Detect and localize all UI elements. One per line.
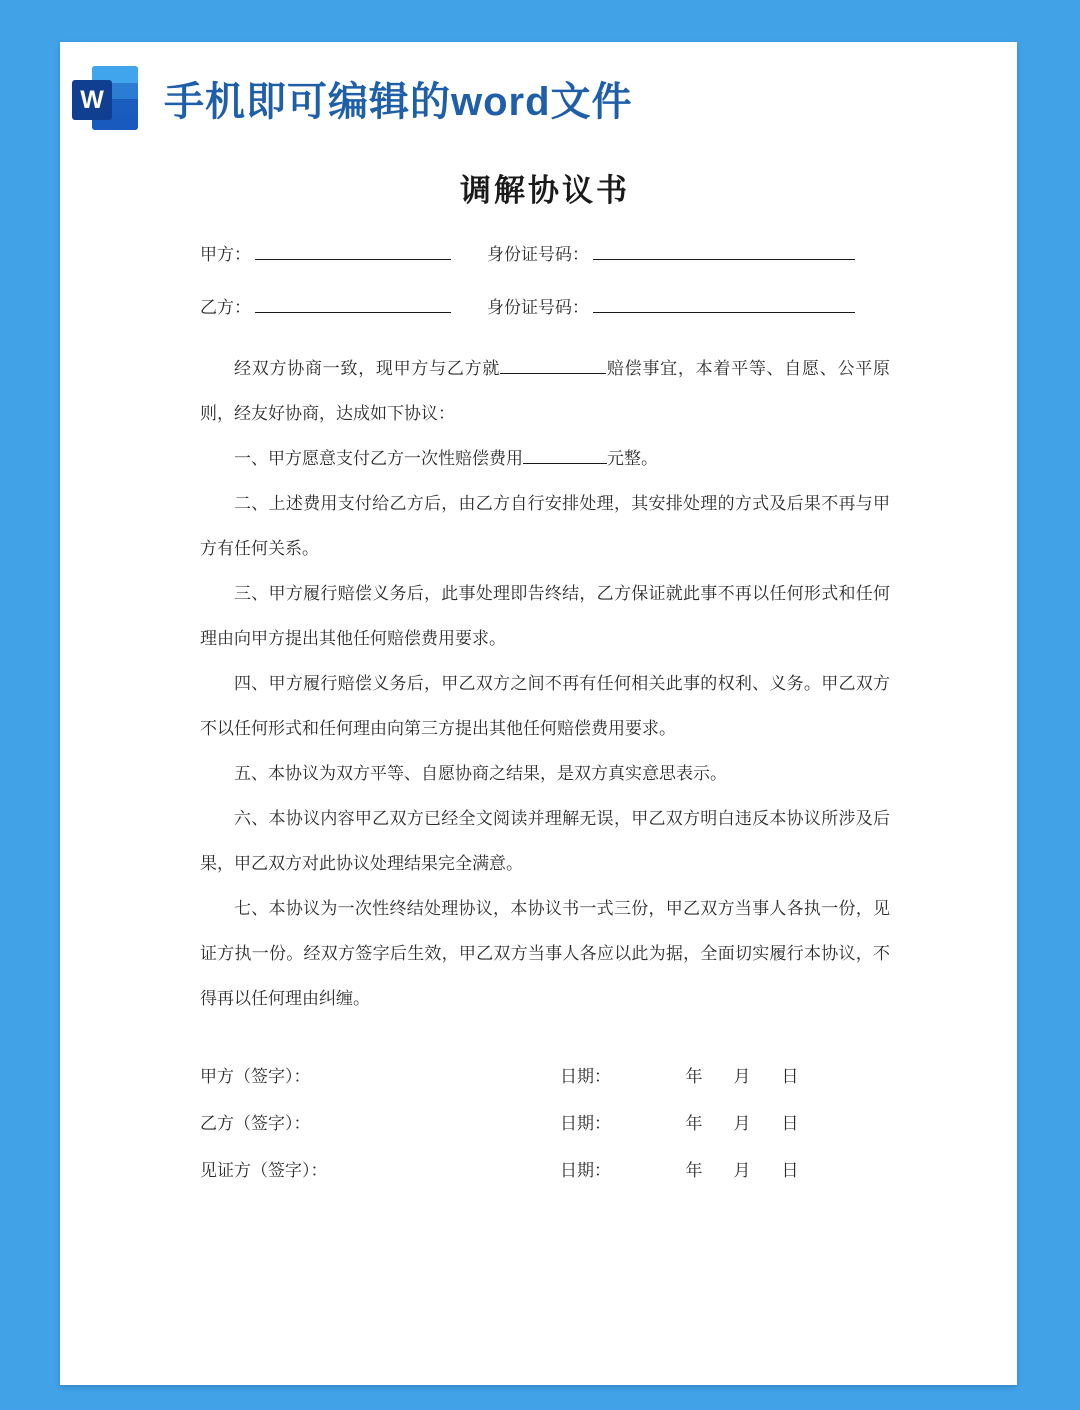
jiafang-id-blank[interactable] (593, 242, 855, 260)
clause-4 (200, 661, 890, 751)
yifang-name-blank[interactable] (255, 295, 451, 313)
clause-4-number: 四、 (234, 674, 269, 693)
witness-signature-label: 见证方（签字）： (200, 1161, 328, 1180)
clause-3-text: 甲方履行赔偿义务后，此事处理即告终结，乙方保证就此事不再以任何形式和任何理由向甲方提出其他任何赔偿费用要求。 (200, 584, 891, 648)
clause-6 (200, 796, 890, 886)
word-icon-letter: W (72, 80, 112, 120)
intro-paragraph (200, 346, 890, 436)
clause-2-number: 二、 (234, 494, 269, 513)
clause-1-after-blank: 元整。 (607, 449, 658, 468)
clause-1-number: 一、 (234, 449, 268, 468)
page-header (68, 52, 633, 144)
clause-6-text: 本协议内容甲乙双方已经全文阅读并理解无误，甲乙双方明白违反本协议所涉及后果，甲乙双方对此协议处理结果完全满意。 (200, 809, 891, 873)
yifang-label: 乙方： (200, 298, 251, 317)
witness-date-label: 日期： (560, 1161, 611, 1180)
jiafang-name-blank[interactable] (255, 242, 451, 260)
clause-2-text: 上述费用支付给乙方后，由乙方自行安排处理，其安排处理的方式及后果不再与甲方有任何关系。 (200, 494, 891, 558)
signature-row-witness (200, 1156, 900, 1203)
jiafang-day: 日 (781, 1067, 799, 1086)
yifang-year: 年 (685, 1114, 703, 1133)
clause-5-text: 本协议为双方平等、自愿协商之结果，是双方真实意思表示。 (268, 764, 727, 783)
clause-7-text: 本协议为一次性终结处理协议，本协议书一式三份，甲乙双方当事人各执一份，见证方执一份。经双方签字后生效，甲乙双方当事人各应以此为据，全面切实履行本协议，不得再以任何理由纠缠。 (200, 899, 891, 1008)
header-title: 手机即可编辑的word文件 (164, 79, 633, 124)
clause-4-text: 甲方履行赔偿义务后，甲乙双方之间不再有任何相关此事的权利、义务。甲乙双方不以任何形式和任何理由向第三方提出其他任何赔偿费用要求。 (200, 674, 891, 738)
witness-year: 年 (685, 1161, 703, 1180)
signature-block (200, 1062, 900, 1203)
signature-row-yifang (200, 1109, 900, 1156)
clause-5-number: 五、 (234, 764, 268, 783)
party-row-jiafang (200, 240, 890, 265)
document-body (200, 157, 890, 1021)
jiafang-year: 年 (685, 1067, 703, 1086)
document-page (60, 42, 1017, 1385)
clause-1 (200, 436, 890, 481)
yifang-month: 月 (733, 1114, 751, 1133)
jiafang-signature-label: 甲方（签字）： (200, 1067, 311, 1086)
jiafang-id-label: 身份证号码： (487, 245, 589, 264)
party-row-yifang (200, 293, 890, 318)
clause-1-amount-blank[interactable] (523, 447, 607, 464)
jiafang-month: 月 (733, 1067, 751, 1086)
jiafang-date-label: 日期： (560, 1067, 611, 1086)
clause-3 (200, 571, 890, 661)
clause-7 (200, 886, 890, 1021)
jiafang-label: 甲方： (200, 245, 251, 264)
intro-reason-blank[interactable] (500, 357, 606, 374)
yifang-day: 日 (781, 1114, 799, 1133)
clause-2 (200, 481, 890, 571)
clause-5 (200, 751, 890, 796)
witness-month: 月 (733, 1161, 751, 1180)
document-title: 调解协议书 (460, 173, 630, 208)
clause-1-before-blank: 甲方愿意支付乙方一次性赔偿费用 (268, 449, 523, 468)
yifang-id-label: 身份证号码： (487, 298, 589, 317)
clause-7-number: 七、 (234, 899, 269, 918)
clause-3-number: 三、 (234, 584, 269, 603)
word-icon (72, 62, 140, 134)
signature-row-jiafang (200, 1062, 900, 1109)
yifang-date-label: 日期： (560, 1114, 611, 1133)
clause-6-number: 六、 (234, 809, 269, 828)
intro-before-blank: 经双方协商一致，现甲方与乙方就 (234, 359, 501, 378)
yifang-signature-label: 乙方（签字）： (200, 1114, 311, 1133)
intro-after-blank: 赔偿事宜，本着平等、自愿、公平原则，经友好协商，达成如下协议： (200, 359, 891, 423)
yifang-id-blank[interactable] (593, 295, 855, 313)
witness-day: 日 (781, 1161, 799, 1180)
